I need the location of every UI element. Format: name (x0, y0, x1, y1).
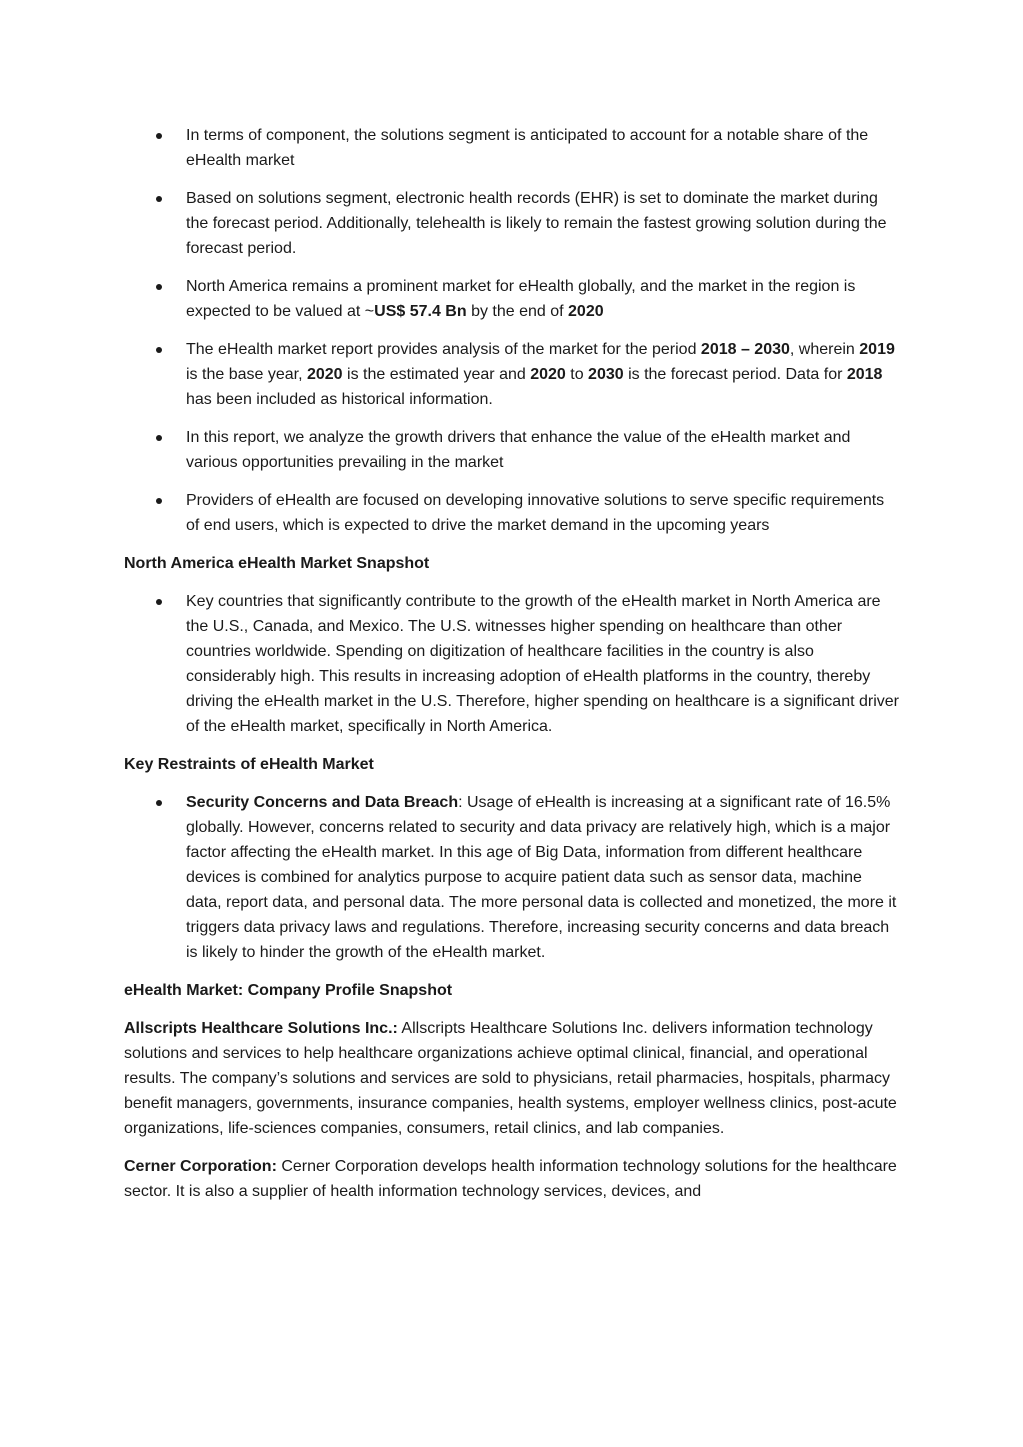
bullet-bold-text: 2030 (588, 366, 624, 383)
bullet-text: In terms of component, the solutions segment is anticipated to account for a notable share of the eHealth market (186, 127, 869, 169)
bullet-bold-text: 2020 (530, 366, 566, 383)
bullet-icon (156, 800, 162, 806)
document-page (124, 123, 900, 1217)
list-item (124, 274, 900, 324)
section-heading-restraints: Key Restraints of eHealth Market (124, 756, 374, 773)
list-item (124, 186, 900, 261)
list-item (124, 790, 900, 965)
bullet-text: North America remains a prominent market for eHealth globally, and the market in the region is expected to be valued at ~ (186, 278, 856, 320)
company-name: Cerner Corporation: (124, 1158, 277, 1175)
list-item (124, 589, 900, 739)
bullet-text: to (565, 366, 589, 383)
list-item (124, 425, 900, 475)
company-name: Allscripts Healthcare Solutions Inc.: (124, 1020, 398, 1037)
intro-bullet-list (124, 123, 900, 538)
bullet-icon (156, 196, 162, 202)
section-heading-company-profiles: eHealth Market: Company Profile Snapshot (124, 982, 453, 999)
bullet-icon (156, 498, 162, 504)
bullet-text: , wherein (789, 341, 860, 358)
bullet-text: by the end of (466, 303, 569, 320)
bullet-text: The eHealth market report provides analysis of the market for the period (186, 341, 701, 358)
company-description: Allscripts Healthcare Solutions Inc. delivers information technology solutions and services to help healthcare organizations achieve optimal clinical, financial, and operational results. The company’s solutions and services are sold to physicians, retail pharmacies, hospitals, pharmacy benefit managers, governments, insurance companies, health systems, employer wellness clinics, post-acute organizations, life-sciences companies, consumers, retail clinics, and lab companies. (124, 1020, 897, 1137)
bullet-bold-text: 2018 – 2030 (700, 341, 790, 358)
restraints-bullet-list (124, 790, 900, 965)
bullet-text: : Usage of eHealth is increasing at a significant rate of 16.5% globally. However, concerns related to security and data privacy are relatively high, which is a major factor affecting the eHealth market. In this age of Big Data, information from different healthcare devices is combined for analytics purpose to acquire patient data such as sensor data, machine data, report data, and personal data. The more personal data is collected and monetized, the more it triggers data privacy laws and regulations. Therefore, increasing security concerns and data breach is likely to hinder the growth of the eHealth market. (186, 794, 897, 961)
bullet-icon (156, 347, 162, 353)
list-item (124, 123, 900, 173)
list-item (124, 337, 900, 412)
north-america-bullet-list (124, 589, 900, 739)
bullet-text: is the base year, (186, 366, 307, 383)
list-item (124, 488, 900, 538)
company-description: Cerner Corporation develops health information technology solutions for the healthcare sector. It is also a supplier of health information technology services, devices, and (124, 1158, 897, 1200)
bullet-text: Key countries that significantly contribute to the growth of the eHealth market in North America are the U.S., Canada, and Mexico. The U.S. witnesses higher spending on healthcare than other countries worldwide. Spending on digitization of healthcare facilities in the country is also considerably high. This results in increasing adoption of eHealth platforms in the country, thereby driving the eHealth market in the U.S. Therefore, higher spending on healthcare is a significant driver of the eHealth market, specifically in North America. (186, 593, 899, 735)
bullet-bold-text: 2018 (846, 366, 883, 383)
bullet-icon (156, 133, 162, 139)
bullet-icon (156, 435, 162, 441)
bullet-bold-text: 2020 (306, 366, 343, 383)
bullet-text: is the estimated year and (342, 366, 531, 383)
bullet-bold-text: Security Concerns and Data Breach (186, 794, 459, 811)
bullet-text: is the forecast period. Data for (623, 366, 847, 383)
company-profile-cerner (124, 1154, 900, 1204)
bullet-text: Providers of eHealth are focused on developing innovative solutions to serve specific requirements of end users, which is expected to drive the market demand in the upcoming years (186, 492, 885, 534)
bullet-text: In this report, we analyze the growth drivers that enhance the value of the eHealth market and various opportunities prevailing in the market (186, 429, 851, 471)
bullet-icon (156, 284, 162, 290)
bullet-bold-text: US$ 57.4 Bn (374, 303, 467, 320)
company-profile-allscripts (124, 1016, 900, 1141)
bullet-icon (156, 599, 162, 605)
bullet-bold-text: 2019 (859, 341, 895, 358)
bullet-bold-text: 2020 (568, 303, 604, 320)
bullet-text: Based on solutions segment, electronic health records (EHR) is set to dominate the market during the forecast period. Additionally, telehealth is likely to remain the fastest growing solution during the forecast period. (186, 190, 887, 257)
bullet-text: has been included as historical information. (186, 391, 493, 408)
section-heading-north-america: North America eHealth Market Snapshot (124, 555, 430, 572)
